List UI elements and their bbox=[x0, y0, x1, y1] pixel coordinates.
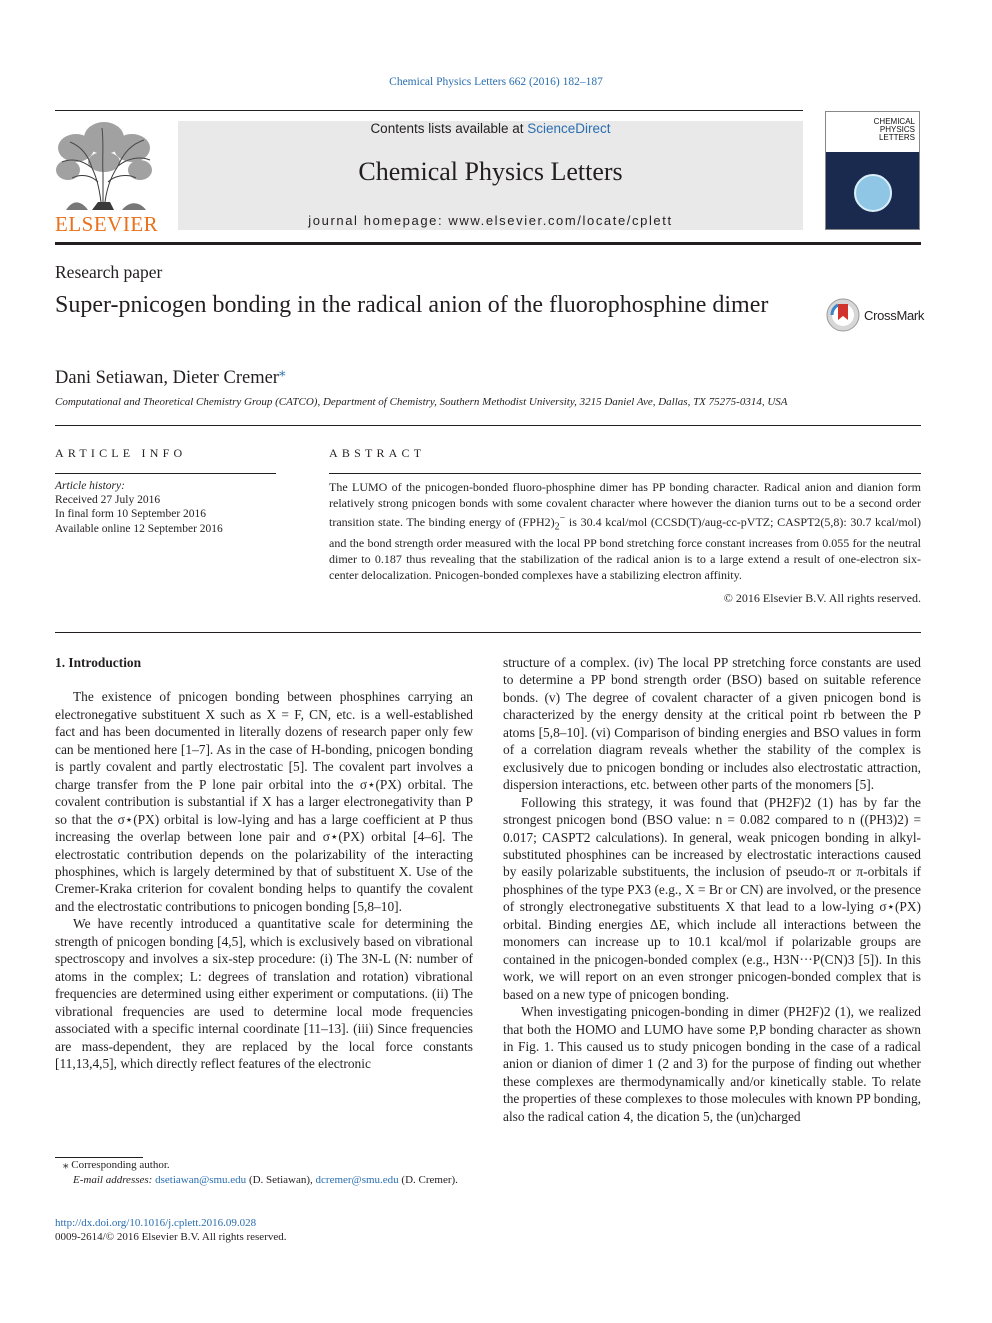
journal-cover-thumbnail bbox=[825, 111, 920, 230]
contents-line bbox=[178, 121, 803, 136]
cover-title: CHEMICAL PHYSICS LETTERS bbox=[873, 117, 915, 142]
crossmark-label[interactable]: CrossMark bbox=[864, 308, 925, 323]
abstract-heading: ABSTRACT bbox=[329, 446, 426, 460]
email-owner-1: (D. Setiawan), bbox=[248, 1174, 313, 1186]
abstract-rule bbox=[329, 473, 921, 474]
divider bbox=[55, 632, 921, 633]
cover-graphic bbox=[854, 174, 892, 212]
article-title: Super-pnicogen bonding in the radical anion of the fluorophosphine dimer bbox=[55, 292, 769, 318]
article-info-heading: ARTICLE INFO bbox=[55, 446, 187, 460]
divider bbox=[55, 425, 921, 426]
intro-paragraph-3: Following this strategy, it was found that (PH2F)2 (1) has by far the strongest pnicogen bond (BSO value: n = 0.082 compared to n ((PH3)2) = 0.017; CASPT2 calculations). In general, weak pnicogen bonding in alkyl-substituted phosphines can be increased by electrostatic interactions caused by easily polarizable substituents, the inclusion of pseudo-π or π-orbitals if phosphines of the type PX3 (e.g., X = Br or CN) are involved, or the presence of strongly electronegative substituents X that lead to a low-lying σ⋆(PX) orbital. Binding energies ΔE, which include all interactions between the monomers can increase up to 10.1 kcal/mol if polarizable groups are contained in the pnicogen-bonded complex (e.g., H3N···P(CN)3 [5]). In this work, we will report on an even stronger pnicogen-bonded complex that is based on a new type of pnicogen bonding. bbox=[503, 794, 921, 1002]
abstract-part-a: The LUMO of the pnicogen-bonded fluoro-phosphine dimer has PP bonding character. Radical anion and dianion form relatively strong pnicogen bonds with some covalent character where however the dianion turns out to be a second order transition state. The binding energy of bbox=[329, 480, 921, 529]
sciencedirect-link[interactable]: ScienceDirect bbox=[527, 121, 611, 136]
article-info-rule bbox=[55, 473, 276, 474]
journal-homepage[interactable]: journal homepage: www.elsevier.com/locate/cplett bbox=[308, 213, 673, 228]
abstract-copyright: © 2016 Elsevier B.V. All rights reserved. bbox=[723, 591, 921, 605]
journal-title: Chemical Physics Letters bbox=[358, 157, 623, 186]
received-date: Received 27 July 2016 bbox=[55, 494, 161, 507]
footnote bbox=[55, 1158, 473, 1188]
column-right bbox=[503, 654, 921, 1125]
history-label: Article history: bbox=[55, 480, 125, 492]
corresponding-author-mark[interactable]: ⁎ bbox=[278, 364, 286, 379]
revised-date: In final form 10 September 2016 bbox=[55, 508, 207, 521]
doi-link[interactable]: http://dx.doi.org/10.1016/j.cplett.2016.09.028 bbox=[55, 1217, 257, 1229]
intro-paragraph-2-continued: structure of a complex. (iv) The local PP stretching force constants are used to determine a PP bond strength order (BSO) based on suitable reference bonds. (v) The degree of covalent character of a given pnicogen bond is characterized by the energy density at the critical point rb between the P atoms [5,8–10]. (vi) Comparison of binding energies and BSO values in form of a correlation diagram reveals whether the stability of the complex is exclusively due to pnicogen bonding or includes also electrostatic attraction, dispersion interactions, etc. between other parts of the monomers [5]. bbox=[503, 655, 921, 793]
elsevier-wordmark: ELSEVIER bbox=[55, 212, 159, 236]
header-divider bbox=[55, 110, 803, 111]
header-thick-rule bbox=[55, 242, 921, 245]
abstract-part-b: is 30.4 kcal/mol (CCSD(T)/aug-cc-pVTZ; CASPT2(5,8): 30.7 kcal/mol) and the bond strength order measured with the local PP bond stretching force constant increases from 0.055 for the neutral dimer to 0.187 thus revealing that the stabilization of the radical anion is to a large extend a result of one-electron six-center delocalization. Pnicogen-bonded complexes have a stabilizing electron affinity. bbox=[329, 515, 921, 583]
abstract-text: The LUMO of the pnicogen-bonded fluoro-phosphine dimer has PP bonding character. Radical anion and dianion form relatively strong pnicogen bonds with some covalent character where however the dianion turns out to be a second order transition state. The binding energy of $(FPH2)_2^-$ is 30.4 kcal/mol (CCSD(T)/aug-cc-pVTZ; CASPT2(5,8): 30.7 kcal/mol) and the bond strength order measured with the local PP bond stretching force constant increases from 0.055 for the neutral dimer to 0.187 thus revealing that the stabilization of the radical anion is to a large extend a result of one-electron six-center delocalization. Pnicogen-bonded complexes have a stabilizing electron affinity. bbox=[329, 480, 921, 583]
email-label: E-mail addresses: bbox=[73, 1174, 153, 1186]
intro-paragraph-1: The existence of pnicogen bonding between phosphines carrying an electronegative substituent X such as X = F, CN, etc. is a well-established fact and has been documented in literally dozens of research paper only few can be mentioned here [1–7]. As in the case of H-bonding, pnicogen bonding is partly covalent and partly electrostatic [5]. The covalent part involves a charge transfer from the P lone pair orbital into the σ⋆(PX) orbital. The covalent contribution is substantial if X has a larger electronegativity than P so that the σ⋆(PX) orbital is low-lying and has a large coefficient at P thus increasing the overlap between lone pair and σ⋆(PX) orbital [4–6]. The electrostatic contribution depends on the polarizability of the interacting phosphines, which is largely determined by that of substituent X. Use of the Cremer-Kraka criterion for covalent bonding helps to quantify the covalent and the electrostatic contributions to pnicogen bonding [5,8–10]. bbox=[55, 689, 473, 914]
article-history bbox=[55, 479, 223, 536]
author-list bbox=[55, 364, 285, 389]
email-owner-2: (D. Cremer). bbox=[401, 1174, 458, 1186]
email-addresses bbox=[55, 1173, 473, 1188]
email-link-cremer[interactable]: dcremer@smu.edu bbox=[315, 1174, 399, 1186]
journal-citation[interactable]: Chemical Physics Letters 662 (2016) 182–187 bbox=[389, 76, 603, 88]
intro-paragraph-2: We have recently introduced a quantitative scale for determining the strength of pnicogen bonding [4,5], which is exclusively based on vibrational spectroscopy and involves a six-step procedure: (i) The 3N-L (N: number of atoms in the complex; L: degrees of translation and rotation) vibrational frequencies are determined using either experiment or computations. (ii) The vibrational frequencies are used to determine local mode frequencies associated with a specific internal coordinate [11–13]. (iii) Since frequencies are mass-dependent, they are replaced by the local force constants [11,13,4,5], which directly reflect features of the electronic bbox=[55, 916, 473, 1071]
online-date: Available online 12 September 2016 bbox=[55, 522, 223, 535]
issn-line: 0009-2614/© 2016 Elsevier B.V. All rights reserved. bbox=[55, 1231, 287, 1243]
section-heading-introduction: 1. Introduction bbox=[55, 655, 142, 670]
affiliation: Computational and Theoretical Chemistry Group (CATCO), Department of Chemistry, Southern Methodist University, 3215 Daniel Ave, Dallas, TX 75275-0314, USA bbox=[55, 396, 788, 408]
column-left bbox=[55, 654, 473, 1072]
corresponding-author-note: ⁎ Corresponding author. bbox=[63, 1159, 170, 1171]
contents-prefix: Contents lists available at bbox=[370, 121, 528, 136]
email-link-setiawan[interactable]: dsetiawan@smu.edu bbox=[155, 1174, 247, 1186]
authors-text: Dani Setiawan, Dieter Cremer bbox=[55, 368, 279, 389]
crossmark-icon[interactable] bbox=[826, 298, 860, 332]
article-type: Research paper bbox=[55, 262, 163, 282]
intro-paragraph-4: When investigating pnicogen-bonding in dimer (PH2F)2 (1), we realized that both the HOMO and LUMO have some P,P bonding character as shown in Fig. 1. This caused us to study pnicogen bonding in the case of a radical anion or dianion of dimer 1 (2 and 3) for the purpose of finding out whether these complexes are thermodynamically and/or kinetically stable. To relate the properties of these complexes to those molecules with known PP bonding, also the radical cation 4, the dication 5, the (un)charged bbox=[503, 1004, 921, 1124]
